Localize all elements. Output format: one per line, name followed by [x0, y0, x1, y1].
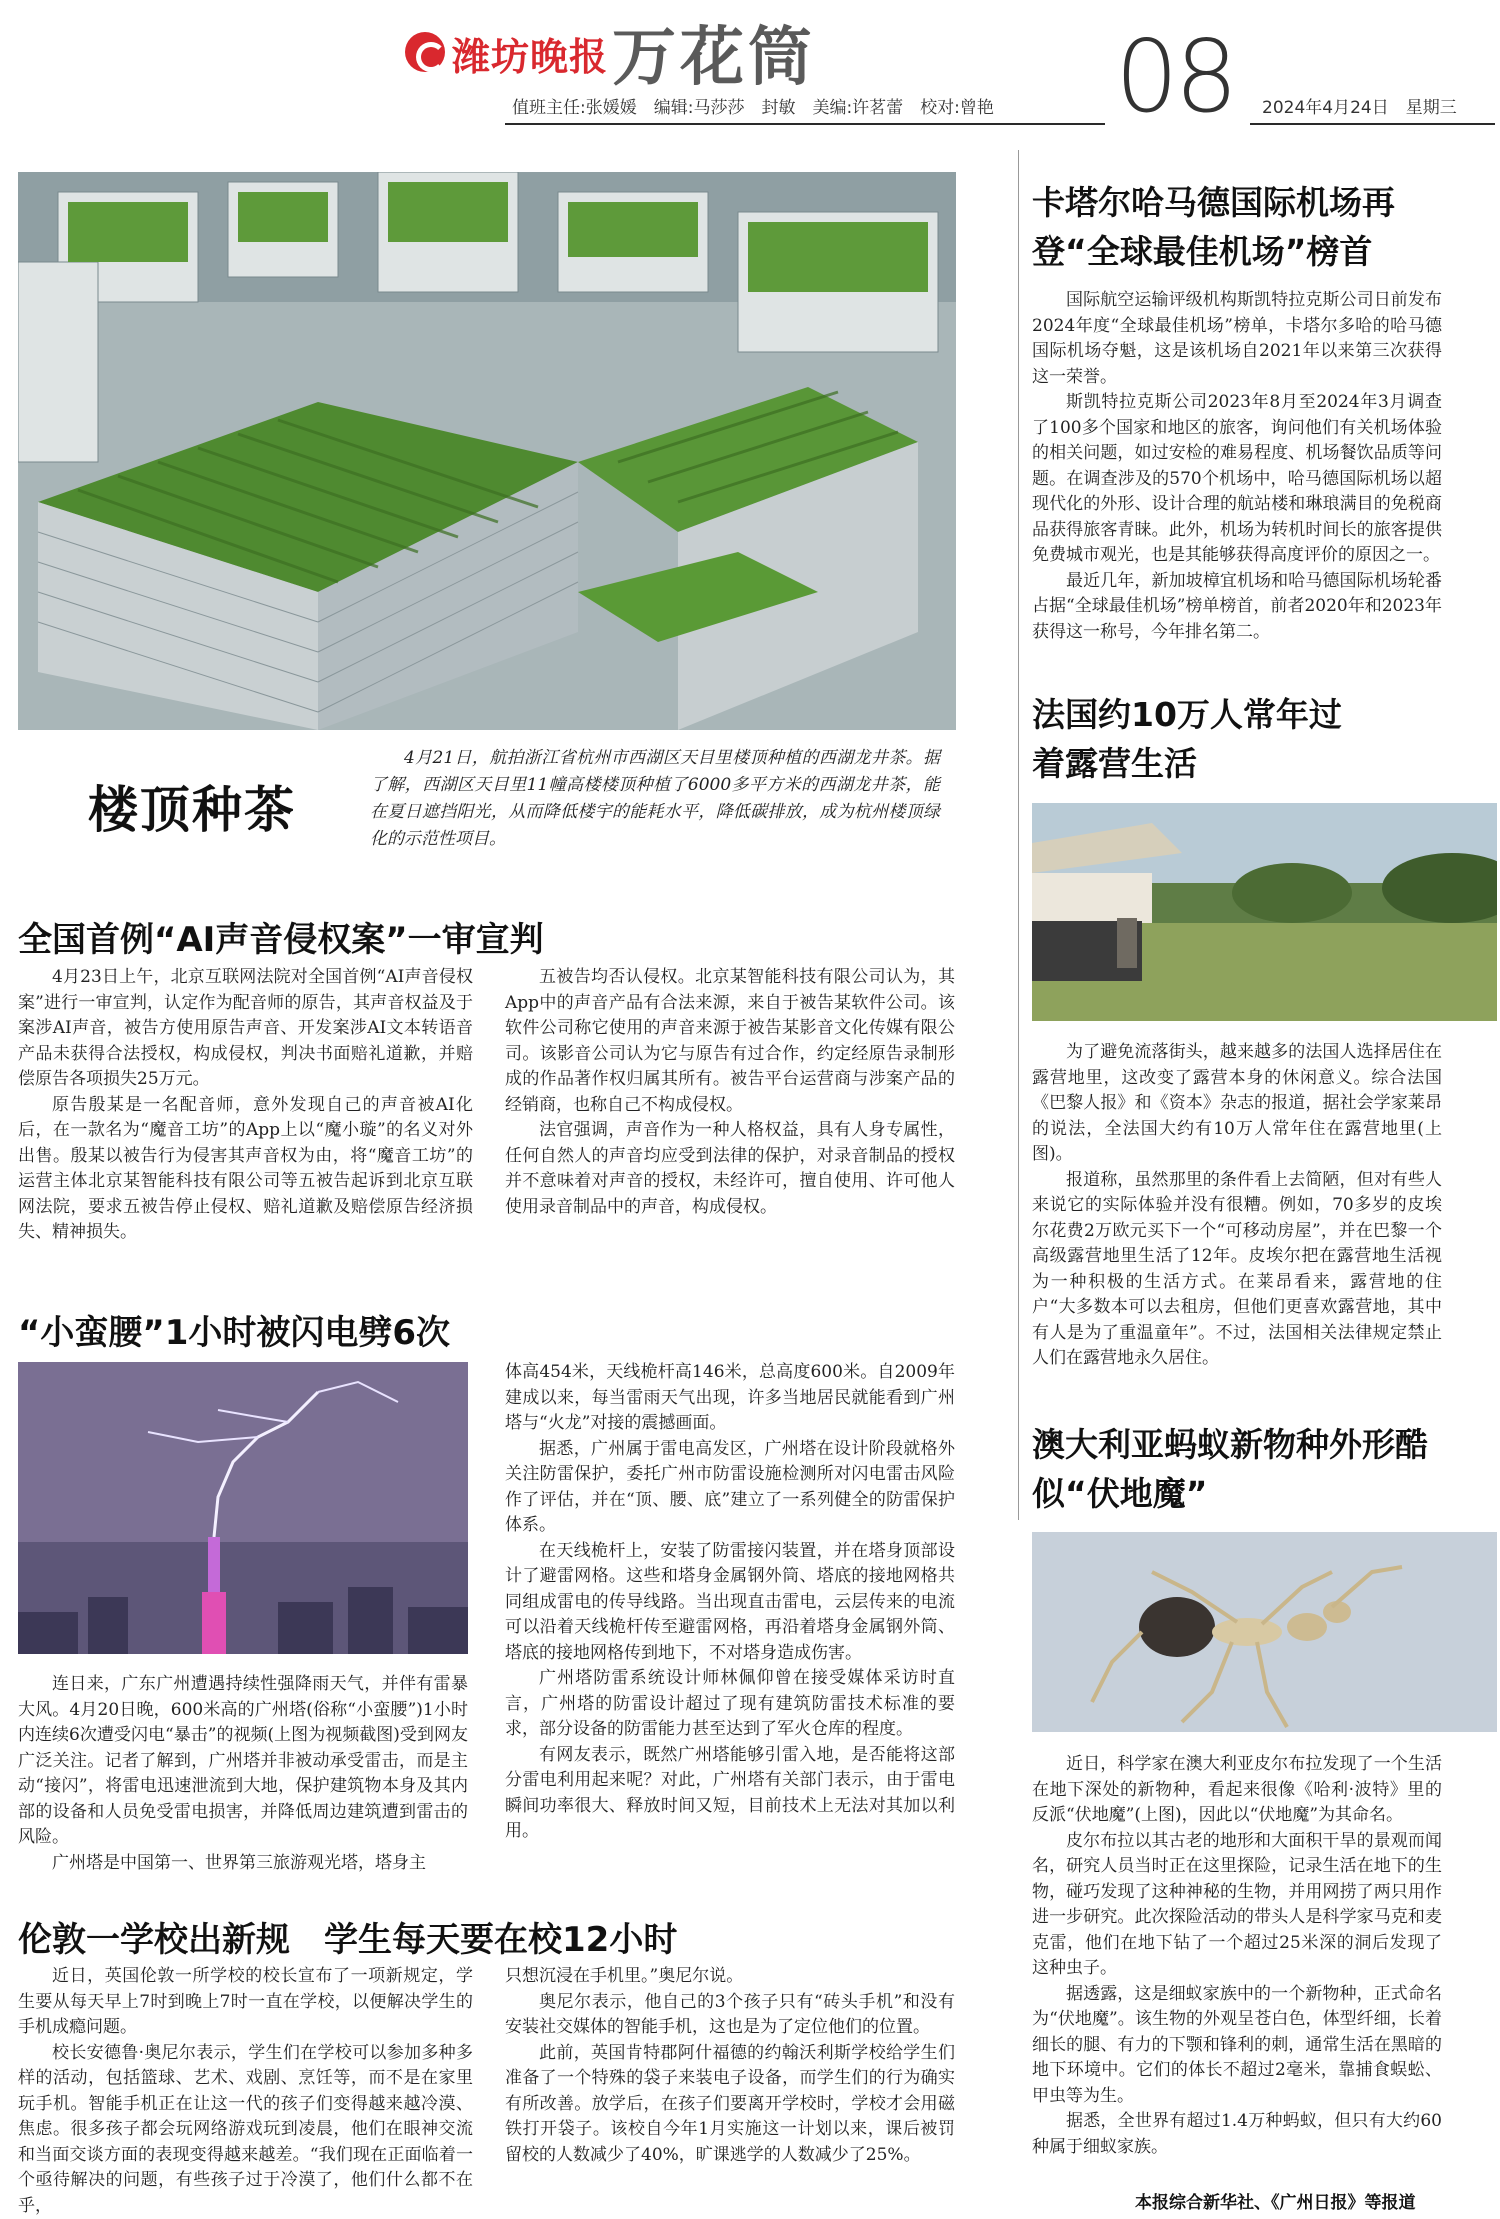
camping-body [1032, 1040, 1442, 1372]
london-col1 [18, 1964, 473, 2219]
paragraph: 奥尼尔表示，他自己的3个孩子只有“砖头手机”和没有安装社交媒体的智能手机，这也是为了定位他们的位置。 [505, 1990, 955, 2041]
paragraph: 五被告均否认侵权。北京某智能科技有限公司认为，其App中的声音产品有合法来源，来自于被告某软件公司。该软件公司称它使用的声音来源于被告某影音文化传媒有限公司。该影音公司认为它与原告有过合作，约定经原告录制形成的作品著作权归属其所有。被告平台运营商与涉案产品的经销商，也称自己不构成侵权。 [505, 965, 955, 1118]
paragraph: 此前，英国肯特郡阿什福德的约翰沃利斯学校给学生们准备了一个特殊的袋子来装电子设备，而学生们的行为确实有所改善。放学后，在孩子们要离开学校时，学校才会用磁铁打开袋子。该校自今年1月实施这一计划以来，课后被罚留校的人数减少了40%，旷课逃学的人数减少了25%。 [505, 2041, 955, 2169]
masthead-rule-right [1250, 123, 1495, 125]
paragraph: 皮尔布拉以其古老的地形和大面积干旱的景观而闻名，研究人员当时正在这里探险，记录生活在地下的生物，碰巧发现了这种神秘的生物，并用网捞了两只用作进一步研究。此次探险活动的带头人是科学家马克和麦克雷，他们在地下钻了一个超过25米深的洞后发现了这种虫子。 [1032, 1829, 1442, 1982]
masthead-rule-left [505, 123, 1105, 125]
paragraph: 连日来，广东广州遭遇持续性强降雨天气，并伴有雷暴大风。4月20日晚，600米高的广州塔(俗称“小蛮腰”)1小时内连续6次遭受闪电“暴击”的视频(上图为视频截图)受到网友广泛关注。记者了解到，广州塔并非被动承受雷击，而是主动“接闪”，将雷电迅速泄流到大地，保护建筑物本身及其内部的设备和人员免受雷电损害，并降低周边建筑遭到雷击的风险。 [18, 1672, 468, 1851]
ant-specimen-illustration [1032, 1532, 1497, 1732]
paragraph: 在天线桅杆上，安装了防雷接闪装置，并在塔身顶部设计了避雷网格。这些和塔身金属钢外筒、塔底的接地网格共同组成雷电的传导线路。当出现直击雷电，云层传来的电流可以沿着天线桅杆传至避雷网格，再沿着塔身金属钢外筒、塔底的接地网格传到地下，不对塔身造成伤害。 [505, 1539, 955, 1667]
paragraph: 近日，英国伦敦一所学校的校长宣布了一项新规定，学生要从每天早上7时到晚上7时一直在学校，以便解决学生的手机成瘾问题。 [18, 1964, 473, 2041]
paragraph: 据透露，这是细蚁家族中的一个新物种，正式命名为“伏地魔”。该生物的外观呈苍白色，体型纤细，长着细长的腿、有力的下颚和锋利的刺，通常生活在黑暗的地下环境中。它们的体长不超过2毫米，靠捕食蜈蚣、甲虫等为生。 [1032, 1982, 1442, 2110]
campsite-illustration [1032, 803, 1497, 1021]
paragraph: 近日，科学家在澳大利亚皮尔布拉发现了一个生活在地下深处的新物种，看起来很像《哈利·波特》里的反派“伏地魔”(上图)，因此以“伏地魔”为其命名。 [1032, 1752, 1442, 1829]
paragraph: 原告殷某是一名配音师，意外发现自己的声音被AI化后，在一款名为“魔音工坊”的App上以“魔小璇”的名义对外出售。殷某以被告行为侵害其声音权为由，将“魔音工坊”的运营主体北京某智能科技有限公司等五被告起诉到北京互联网法院，要求五被告停止侵权、赔礼道歉及赔偿原告经济损失、精神损失。 [18, 1093, 473, 1246]
paragraph: 国际航空运输评级机构斯凯特拉克斯公司日前发布2024年度“全球最佳机场”榜单，卡塔尔多哈的哈马德国际机场夺魁，这是该机场自2021年以来第三次获得这一荣誉。 [1032, 288, 1442, 390]
ai-voice-headline: 全国首例“AI声音侵权案”一审宣判 [18, 912, 544, 961]
paragraph-continued: 体高454米，天线桅杆高146米，总高度600米。自2009年建成以来，每当雷雨天气出现，许多当地居民就能看到广州塔与“火龙”对接的震撼画面。 [505, 1360, 955, 1437]
roof-tea-title: 楼顶种茶 [88, 770, 296, 842]
paragraph: 校长安德鲁·奥尼尔表示，学生们在学校可以参加多种多样的活动，包括篮球、艺术、戏剧、烹饪等，而不是在家里玩手机。智能手机正在让这一代的孩子们变得越来越冷漠、焦虑。很多孩子都会玩网络游戏玩到凌晨，他们在眼神交流和当面交谈方面的表现变得越来越差。“我们现在正面临着一个亟待解决的问题，有些孩子过于冷漠了，他们什么都不在乎， [18, 2041, 473, 2219]
column-divider [1018, 150, 1019, 1520]
ai-voice-col1 [18, 965, 473, 1246]
paragraph: 为了避免流落街头，越来越多的法国人选择居住在露营地里，这改变了露营本身的休闲意义。综合法国《巴黎人报》和《资本》杂志的报道，据社会学家莱昂的说法，全法国大约有10万人常年住在露营地里(上图)。 [1032, 1040, 1442, 1168]
camping-photo [1032, 803, 1497, 1021]
masthead [0, 0, 1500, 155]
page-number: 08 [1115, 18, 1234, 135]
staff-credits: 值班主任:张媛媛 编辑:马莎莎 封敏 美编:许茗蕾 校对:曾艳 [512, 93, 994, 118]
camping-headline: 法国约10万人常年过着露营生活 [1032, 690, 1352, 788]
paper-name: 潍坊晚报 [452, 26, 608, 81]
paragraph-continued: 只想沉浸在手机里。”奥尼尔说。 [505, 1964, 955, 1990]
qatar-body [1032, 288, 1442, 645]
paragraph: 广州塔是中国第一、世界第三旅游观光塔，塔身主 [18, 1851, 468, 1877]
london-school-headline: 伦敦一学校出新规 学生每天要在校12小时 [18, 1912, 677, 1961]
roof-tea-caption: 4月21日，航拍浙江省杭州市西湖区天目里楼顶种植的西湖龙井茶。据了解，西湖区天目里11幢高楼楼顶种植了6000多平方米的西湖龙井茶，能在夏日遮挡阳光，从而降低楼宇的能耗水平，降低碳排放，成为杭州楼顶绿化的示范性项目。 [370, 745, 940, 853]
lightning-headline: “小蛮腰”1小时被闪电劈6次 [18, 1305, 450, 1354]
lightning-col1 [18, 1672, 468, 1876]
ant-species-headline: 澳大利亚蚂蚁新物种外形酷似“伏地魔” [1032, 1420, 1452, 1518]
sources-credit: 本报综合新华社、《广州日报》等报道 [1135, 2188, 1416, 2213]
paragraph: 广州塔防雷系统设计师林佩仰曾在接受媒体采访时直言，广州塔的防雷设计超过了现有建筑防雷技术标准的要求，部分设备的防雷能力甚至达到了军火仓库的程度。 [505, 1666, 955, 1743]
canton-tower-photo [18, 1362, 468, 1654]
london-col2 [505, 1964, 955, 2168]
paragraph: 有网友表示，既然广州塔能够引雷入地，是否能将这部分雷电利用起来呢？对此，广州塔有关部门表示，由于雷电瞬间功率很大、释放时间又短，目前技术上无法对其加以利用。 [505, 1743, 955, 1845]
paragraph: 最近几年，新加坡樟宜机场和哈马德国际机场轮番占据“全球最佳机场”榜单榜首，前者2020年和2023年获得这一称号，今年排名第二。 [1032, 569, 1442, 646]
ant-body [1032, 1752, 1442, 2160]
paragraph: 法官强调，声音作为一种人格权益，具有人身专属性，任何自然人的声音均应受到法律的保护，对录音制品的授权并不意味着对声音的授权，未经许可，擅自使用、许可他人使用录音制品中的声音，构成侵权。 [505, 1118, 955, 1220]
rooftop-garden-illustration [18, 172, 956, 730]
section-name: 万花筒 [612, 6, 816, 98]
paragraph: 斯凯特拉克斯公司2023年8月至2024年3月调查了100多个国家和地区的旅客，询问他们有关机场体验的相关问题，如过安检的难易程度、机场餐饮品质等问题。在调查涉及的570个机场中，哈马德国际机场以超现代化的外形、设计合理的航站楼和琳琅满目的免税商品获得旅客青睐。此外，机场为转机时间长的旅客提供免费城市观光，也是其能够获得高度评价的原因之一。 [1032, 390, 1442, 569]
ai-voice-col2 [505, 965, 955, 1220]
paragraph: 报道称，虽然那里的条件看上去简陋，但对有些人来说它的实际体验并没有很糟。例如，70多岁的皮埃尔花费2万欧元买下一个“可移动房屋”，并在巴黎一个高级露营地里生活了12年。皮埃尔把在露营地生活视为一种积极的生活方式。在莱昂看来，露营地的住户“大多数本可以去租房，但他们更喜欢露营地，其中有人是为了重温童年”。不过，法国相关法律规定禁止人们在露营地永久居住。 [1032, 1168, 1442, 1372]
paragraph: 4月23日上午，北京互联网法院对全国首例“AI声音侵权案”进行一审宣判，认定作为配音师的原告，其声音权益及于案涉AI声音，被告方使用原告声音、开发案涉AI文本转语音产品未获得合法授权，构成侵权，判决书面赔礼道歉，并赔偿原告各项损失25万元。 [18, 965, 473, 1093]
paragraph: 据悉，全世界有超过1.4万种蚂蚁，但只有大约60种属于细蚁家族。 [1032, 2109, 1442, 2160]
lightning-strike-illustration [18, 1362, 468, 1654]
paragraph: 据悉，广州属于雷电高发区，广州塔在设计阶段就格外关注防雷保护，委托广州市防雷设施检测所对闪电雷击风险作了评估，并在“顶、腰、底”建立了一系列健全的防雷保护体系。 [505, 1437, 955, 1539]
issue-date: 2024年4月24日 星期三 [1262, 93, 1457, 118]
newspaper-logo-icon [405, 32, 445, 72]
qatar-airport-headline: 卡塔尔哈马德国际机场再登“全球最佳机场”榜首 [1032, 178, 1472, 276]
lightning-col2 [505, 1360, 955, 1845]
ant-photo [1032, 1532, 1497, 1732]
roof-tea-photo [18, 172, 956, 730]
